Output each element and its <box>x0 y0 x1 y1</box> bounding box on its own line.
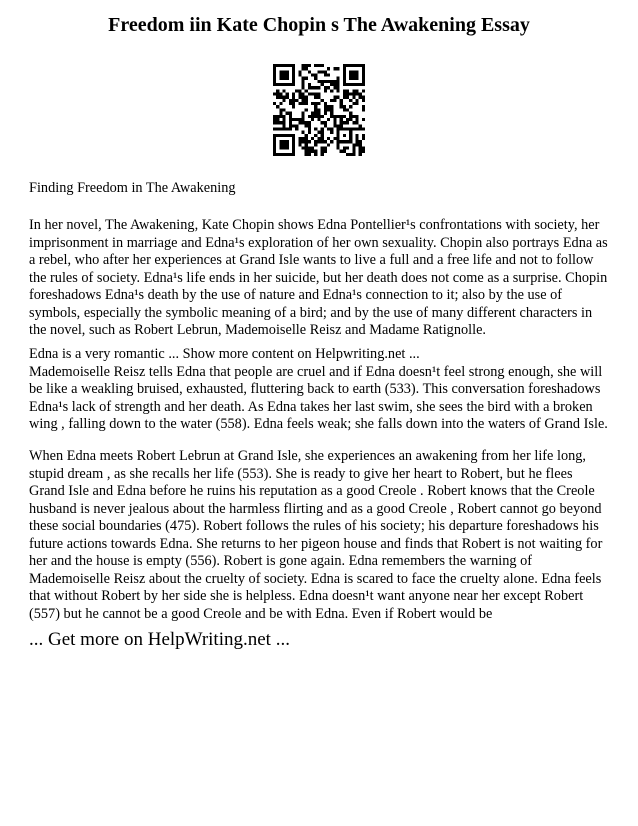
get-more-link[interactable]: ... Get more on HelpWriting.net ... <box>29 629 290 650</box>
paragraph-intro: In her novel, The Awakening, Kate Chopin shows Edna Pontellier¹s confrontations with society, her imprisonment in marriage and Edna¹s exploration of her own sexuality. Chopin also portrays Edna as a rebel, who after her experiences at Grand Isle wants to live a full and a free life and not to follow the rules of society. Edna¹s life ends in her suicide, but her death does not come as a surprise. Chopin foreshadows Edna¹s death by the use of nature and Edna¹s connection to it; also by the use of symbols, especially the symbolic meaning of a bird; and by the use of many different characters in the novel, such as Robert Lebrun, Mademoiselle Reisz and Madame Ratignolle. <box>29 217 608 338</box>
document-title: Freedom iin Kate Chopin s The Awakening Essay <box>108 14 530 36</box>
paragraph-robert: When Edna meets Robert Lebrun at Grand Isle, she experiences an awakening from her life long, stupid dream , as she recalls her life (553). She is ready to give her heart to Robert, but he flees Grand Isle and Edna before he ruins his reputation as a good Creole . Robert knows that the Creole husband is never jealous about the harmless flirting and as a good Creole , Robert cannot go beyond these social boundaries (475). Robert follows the rules of his society; his departure foreshadows his future actions towards Edna. She returns to her pigeon house and finds that Robert is not waiting for her and the house is empty (556). Robert is gone again. Edna remembers the warning of Mademoiselle Reisz about the cruelty of society. Edna is scared to face the cruelty alone. Edna feels that without Robert by her side she is helpless. Edna doesn¹t want anyone near her except Robert (557) but he cannot be a good Creole and be with Edna. Even if Robert would be <box>29 448 603 622</box>
paragraph-reisz: Edna is a very romantic ... Show more content on Helpwriting.net ... Mademoiselle Reisz tells Edna that people are cruel and if Edna doesn¹t feel strong enough, she will be like a weakling bruised, exhausted, fluttering back to earth (533). This conversation foreshadows Edna¹s lack of strength and her death. As Edna takes her last swim, she sees the bird with a broken wing , falling down to the water (558). Edna feels weak; she falls down into the waters of Grand Isle. <box>29 346 608 432</box>
qr-code-icon[interactable] <box>273 64 365 156</box>
essay-subtitle: Finding Freedom in The Awakening <box>29 180 236 196</box>
